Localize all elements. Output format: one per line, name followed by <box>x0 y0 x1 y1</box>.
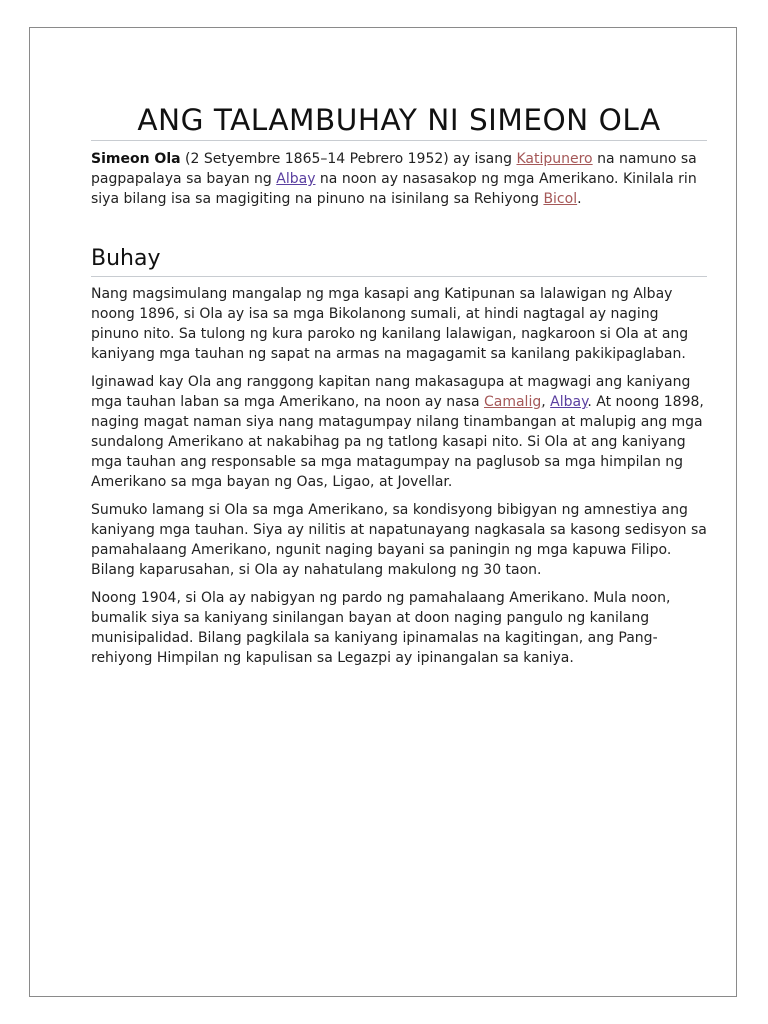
page-title: ANG TALAMBUHAY NI SIMEON OLA <box>91 100 707 141</box>
link-albay[interactable]: Albay <box>276 171 316 187</box>
body-paragraph-2 <box>91 372 707 492</box>
link-camalig[interactable]: Camalig <box>483 394 542 410</box>
document-content <box>91 100 707 676</box>
intro-text-4: . <box>577 191 582 207</box>
link-bicol[interactable]: Bicol <box>543 191 578 207</box>
link-albay-2[interactable]: Albay <box>550 394 588 410</box>
link-katipunero[interactable]: Katipunero <box>516 151 593 167</box>
para2-text-1: Iginawad kay Ola ang ranggong kapitan nang makasagupa at magwagi ang kaniyang mga tauhan laban sa mga Amerikano, na noon ay nasa <box>91 374 691 410</box>
intro-text-3: na noon ay nasasakop ng mga Amerikano. Kinilala rin siya bilang isa sa magigiting na pinuno na isinilang sa Rehiyong <box>91 171 697 207</box>
body-paragraph-1: Nang magsimulang mangalap ng mga kasapi ang Katipunan sa lalawigan ng Albay noong 1896, si Ola ay isa sa mga Bikolanong sumali, at hindi nagtagal ay naging pinuno nito. Sa tulong ng kura paroko ng kanilang lalawigan, nagkaroon si Ola at ang kaniyang mga tauhan ng sapat na armas na magagamit sa kanilang pakikipaglaban. <box>91 286 689 362</box>
body-paragraph-4: Noong 1904, si Ola ay nabigyan ng pardo ng pamahalaang Amerikano. Mula noon, bumalik siya sa kaniyang sinilangan bayan at doon naging pangulo ng kanilang munisipalidad. Bilang pagkilala sa kaniyang ipinamalas na kagitingan, ang Pang-rehiyong Himpilan ng kapulisan sa Legazpi ay ipinangalan sa kaniya. <box>91 590 671 666</box>
intro-text-1: (2 Setyembre 1865–14 Pebrero 1952) ay isang <box>180 151 517 167</box>
section-heading-buhay: Buhay <box>91 244 707 277</box>
document-page <box>29 27 737 997</box>
para2-text-2: , <box>541 394 551 410</box>
intro-text-2: na namuno sa pagpapalaya sa bayan ng <box>91 151 697 187</box>
subject-name: Simeon Ola <box>91 151 181 167</box>
body-paragraph-3: Sumuko lamang si Ola sa mga Amerikano, sa kondisyong bibigyan ng amnestiya ang kaniyang mga tauhan. Siya ay nilitis at napatunayang nagkasala sa kasong sedisyon sa pamahalaang Amerikano, ngunit naging bayani sa paningin ng mga kapuwa Filipo. Bilang kaparusahan, si Ola ay nahatulang makulong ng 30 taon. <box>91 502 707 578</box>
intro-paragraph <box>91 149 707 209</box>
para2-text-3: . At noong 1898, naging magat naman siya nang matagumpay nilang tinambangan at malupig ang mga sundalong Amerikano at nakabihag pa ng tatlong kasapi nito. Si Ola at ang kaniyang mga tauhan ang responsable sa mga matagumpay na paglusob sa mga himpilan ng Amerikano sa mga bayan ng Oas, Ligao, at Jovellar. <box>91 394 704 490</box>
